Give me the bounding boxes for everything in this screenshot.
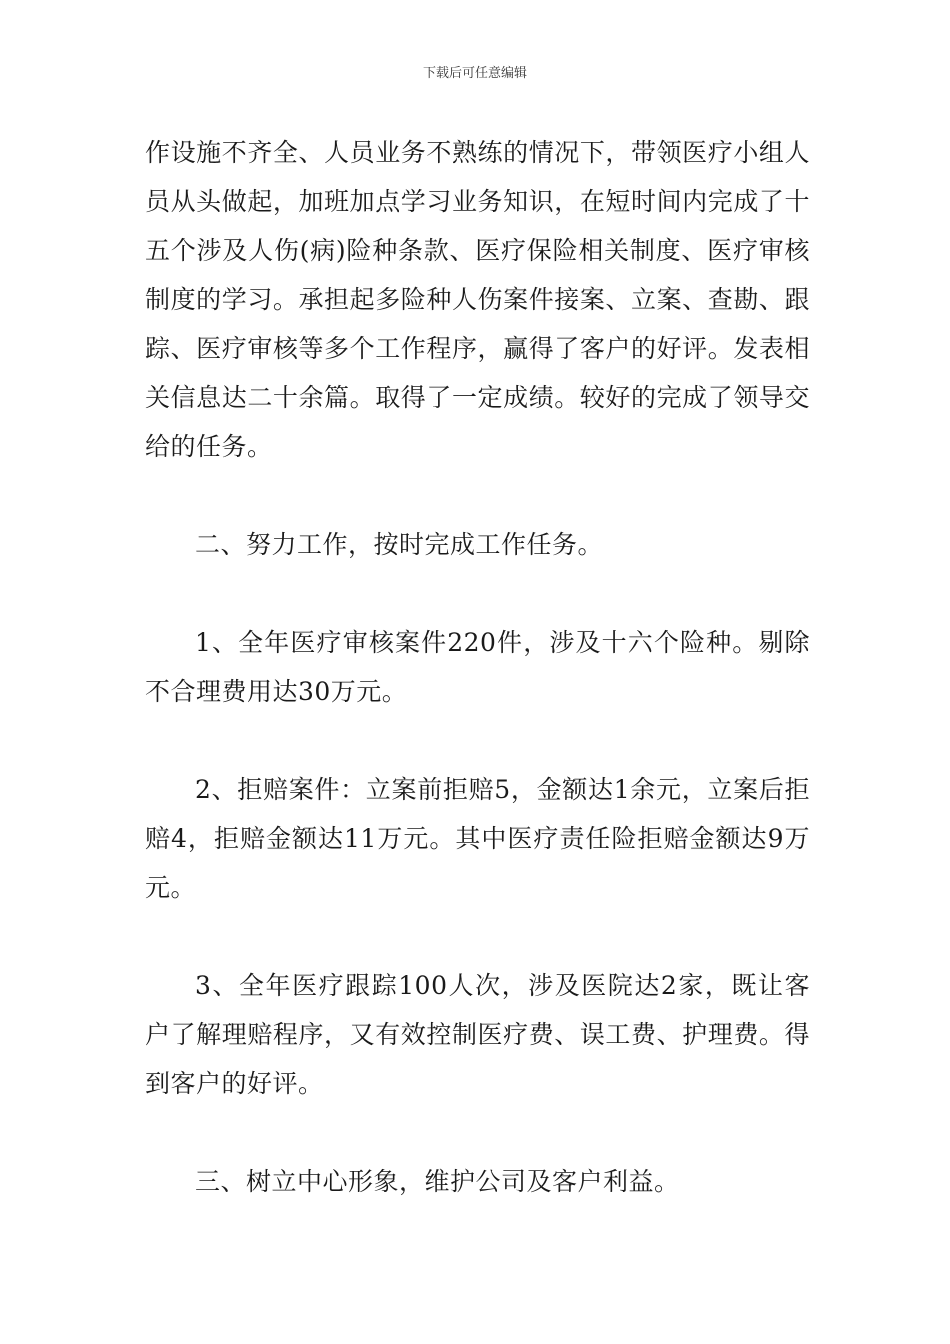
list-item-1: 1、全年医疗审核案件220件，涉及十六个险种。剔除不合理费用达30万元。: [145, 628, 810, 706]
section-heading-three: 三、树立中心形象，维护公司及客户利益。: [195, 1167, 680, 1196]
section-heading-two: 二、努力工作，按时完成工作任务。: [195, 530, 604, 559]
paragraph-continued: 作设施不齐全、人员业务不熟练的情况下，带领医疗小组人员从头做起，加班加点学习业务知识，在短时间内完成了十五个涉及人伤(病)险种条款、医疗保险相关制度、医疗审核制度的学习。承担起多险种人伤案件接案、立案、查勘、跟踪、医疗审核等多个工作程序，赢得了客户的好评。发表相关信息达二十余篇。取得了一定成绩。较好的完成了领导交给的任务。: [145, 138, 810, 461]
list-item-2: 2、拒赔案件：立案前拒赔5，金额达1余元，立案后拒赔4，拒赔金额达11万元。其中医疗责任险拒赔金额达9万元。: [145, 775, 810, 902]
document-body: [145, 128, 810, 1206]
list-item-3: 3、全年医疗跟踪100人次，涉及医院达2家，既让客户了解理赔程序，又有效控制医疗费、误工费、护理费。得到客户的好评。: [145, 971, 810, 1098]
page-header: 下载后可任意编辑: [422, 66, 527, 81]
